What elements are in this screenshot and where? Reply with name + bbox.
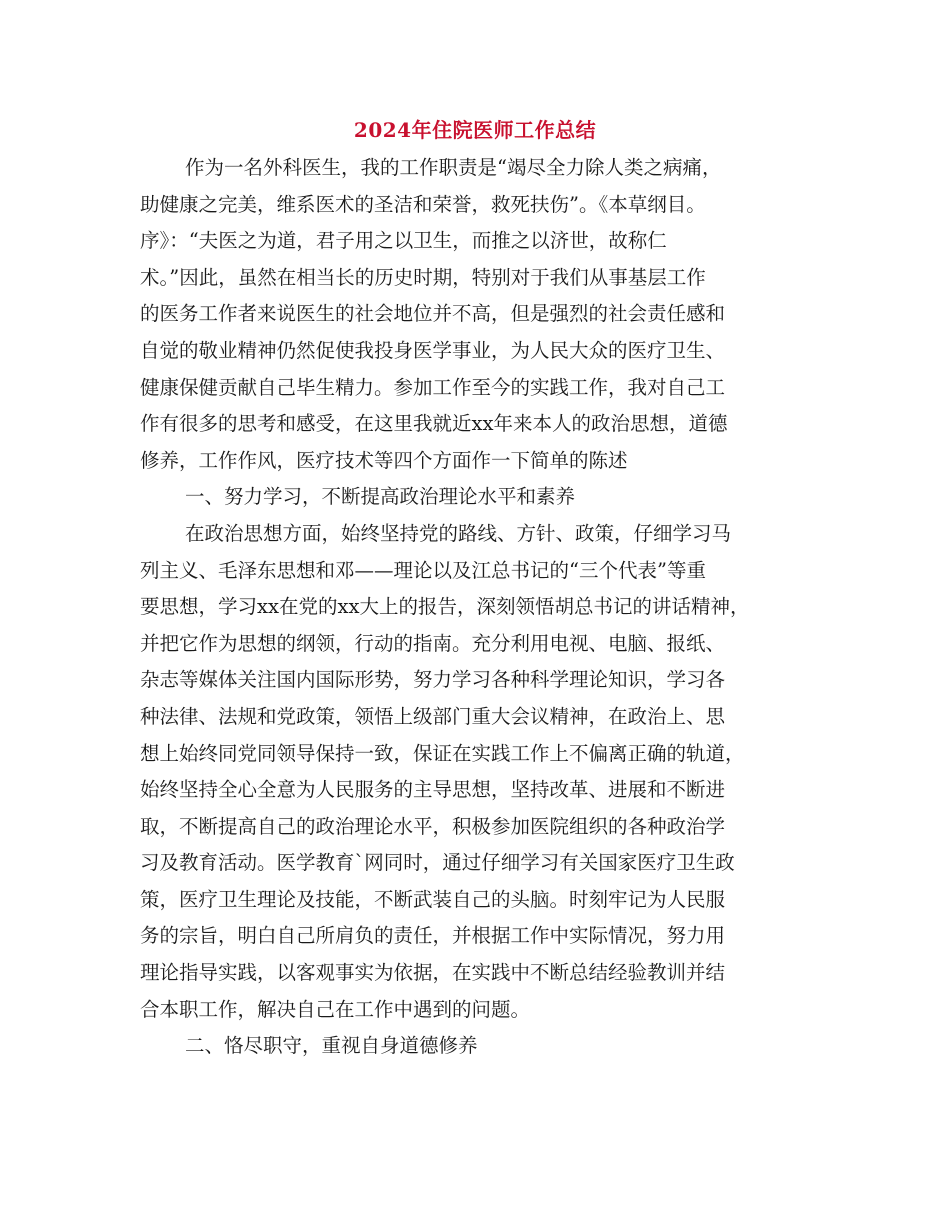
body-line: 作有很多的思考和感受，在这里我就近xx年来本人的政治思想，道德 <box>140 412 728 436</box>
body-line: 自觉的敬业精神仍然促使我投身医学事业，为人民大众的医疗卫生、 <box>140 338 726 362</box>
body-line: 列主义、毛泽东思想和邓——理论以及江总书记的“三个代表”等重 <box>140 558 706 582</box>
document-title: 2024年住院医师工作总结 <box>353 118 597 142</box>
body-line: 始终坚持全心全意为人民服务的主导思想，坚持改革、进展和不断进 <box>140 778 726 802</box>
body-line: 要思想，学习xx在党的xx大上的报告，深刻领悟胡总书记的讲话精神， <box>140 595 750 619</box>
body-line: 务的宗旨，明白自己所肩负的责任，并根据工作中实际情况，努力用 <box>140 924 726 948</box>
body-line: 杂志等媒体关注国内国际形势，努力学习各种科学理论知识，学习各 <box>140 668 726 692</box>
document-body <box>140 150 830 1065</box>
body-line: 二、恪尽职守，重视自身道德修养 <box>185 1034 478 1058</box>
body-line: 序》：“夫医之为道，君子用之以卫生，而推之以济世，故称仁 <box>140 229 667 253</box>
body-line: 健康保健贡献自己毕生精力。参加工作至今的实践工作，我对自己工 <box>140 375 726 399</box>
body-line: 取，不断提高自己的政治理论水平，积极参加医院组织的各种政治学 <box>140 814 726 838</box>
body-line: 种法律、法规和党政策，领悟上级部门重大会议精神，在政治上、思 <box>140 704 726 728</box>
body-line: 理论指导实践，以客观事实为依据，在实践中不断总结经验教训并结 <box>140 961 726 985</box>
body-line: 想上始终同党同领导保持一致，保证在实践工作上不偏离正确的轨道， <box>140 741 745 765</box>
body-line: 术。”因此，虽然在相当长的历史时期，特别对于我们从事基层工作 <box>140 265 706 289</box>
body-line: 一、努力学习，不断提高政治理论水平和素养 <box>185 485 576 509</box>
body-line: 习及教育活动。医学教育`网同时，通过仔细学习有关国家医疗卫生政 <box>140 851 735 875</box>
body-line: 合本职工作，解决自己在工作中遇到的问题。 <box>140 997 531 1021</box>
body-line: 在政治思想方面，始终坚持党的路线、方针、政策，仔细学习马 <box>185 521 732 545</box>
body-line: 并把它作为思想的纲领，行动的指南。充分利用电视、电脑、报纸、 <box>140 631 726 655</box>
body-line: 的医务工作者来说医生的社会地位并不高，但是强烈的社会责任感和 <box>140 302 726 326</box>
body-line: 策，医疗卫生理论及技能，不断武装自己的头脑。时刻牢记为人民服 <box>140 887 726 911</box>
body-line: 助健康之完美，维系医术的圣洁和荣誉，救死扶伤”。《本草纲目。 <box>140 192 706 216</box>
body-line: 作为一名外科医生，我的工作职责是“竭尽全力除人类之病痛， <box>185 156 722 179</box>
body-line: 修养，工作作风，医疗技术等四个方面作一下简单的陈述 <box>140 448 628 472</box>
